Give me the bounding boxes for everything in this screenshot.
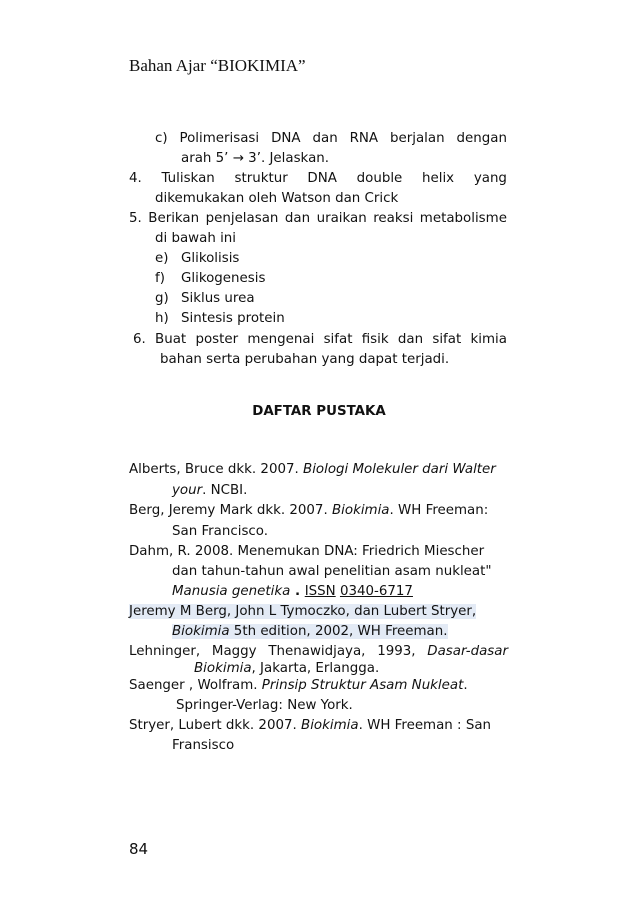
list-item: h) Sintesis protein — [155, 311, 285, 326]
page-number: 84 — [129, 840, 149, 858]
reference-lehninger-line2: Biokimia, Jakarta, Erlangga. — [194, 661, 380, 676]
reference-lehninger-line1: Lehninger, Maggy Thenawidjaya, 1993, Dasar-dasar — [129, 644, 508, 659]
question-4-line1: 4. Tuliskan struktur DNA double helix yang — [129, 171, 507, 186]
running-header: Bahan Ajar “BIOKIMIA” — [129, 56, 306, 75]
reference-berg-highlighted-line2: Biokimia 5th edition, 2002, WH Freeman. — [172, 624, 448, 639]
reference-dahm-line2: dan tahun-tahun awal penelitian asam nukleat" — [172, 564, 492, 579]
reference-berg-line1: Berg, Jeremy Mark dkk. 2007. Biokimia. WH Freeman: — [129, 503, 489, 518]
question-4-line2: dikemukakan oleh Watson dan Crick — [155, 191, 399, 206]
question-5-line2: di bawah ini — [155, 231, 237, 246]
issn-number-link[interactable]: 0340-6717 — [339, 584, 413, 599]
list-item: g) Siklus urea — [155, 291, 255, 306]
reference-dahm-line3: Manusia genetika . ISSN 0340-6717 — [172, 584, 413, 599]
issn-link[interactable]: ISSN — [304, 584, 336, 599]
reference-stryer-line1: Stryer, Lubert dkk. 2007. Biokimia. WH Freeman : San — [129, 718, 492, 733]
question-c-line1: c) Polimerisasi DNA dan RNA berjalan dengan — [155, 131, 507, 146]
list-item: f) Glikogenesis — [155, 271, 266, 286]
reference-saenger-line1: Saenger , Wolfram. Prinsip Struktur Asam Nukleat. — [129, 678, 468, 693]
question-5-line1: 5. Berikan penjelasan dan uraikan reaksi metabolisme — [129, 211, 507, 226]
reference-saenger-line2: Springer-Verlag: New York. — [176, 698, 353, 713]
question-6-line1: 6. Buat poster mengenai sifat fisik dan sifat kimia — [133, 332, 507, 347]
question-6-line2: bahan serta perubahan yang dapat terjadi. — [160, 352, 450, 367]
section-title: DAFTAR PUSTAKA — [252, 404, 386, 419]
question-c-line2: arah 5’ → 3’. Jelaskan. — [181, 151, 330, 166]
reference-berg-line2: San Francisco. — [172, 524, 269, 539]
reference-alberts-line1: Alberts, Bruce dkk. 2007. Biologi Molekuler dari Walter — [129, 462, 496, 477]
reference-dahm-line1: Dahm, R. 2008. Menemukan DNA: Friedrich Miescher — [129, 544, 485, 559]
list-item: e) Glikolisis — [155, 251, 240, 266]
reference-stryer-line2: Fransisco — [172, 738, 235, 753]
reference-berg-highlighted-line1: Jeremy M Berg, John L Tymoczko, dan Lubert Stryer, — [129, 604, 477, 619]
reference-alberts-line2: your. NCBI. — [172, 483, 248, 498]
